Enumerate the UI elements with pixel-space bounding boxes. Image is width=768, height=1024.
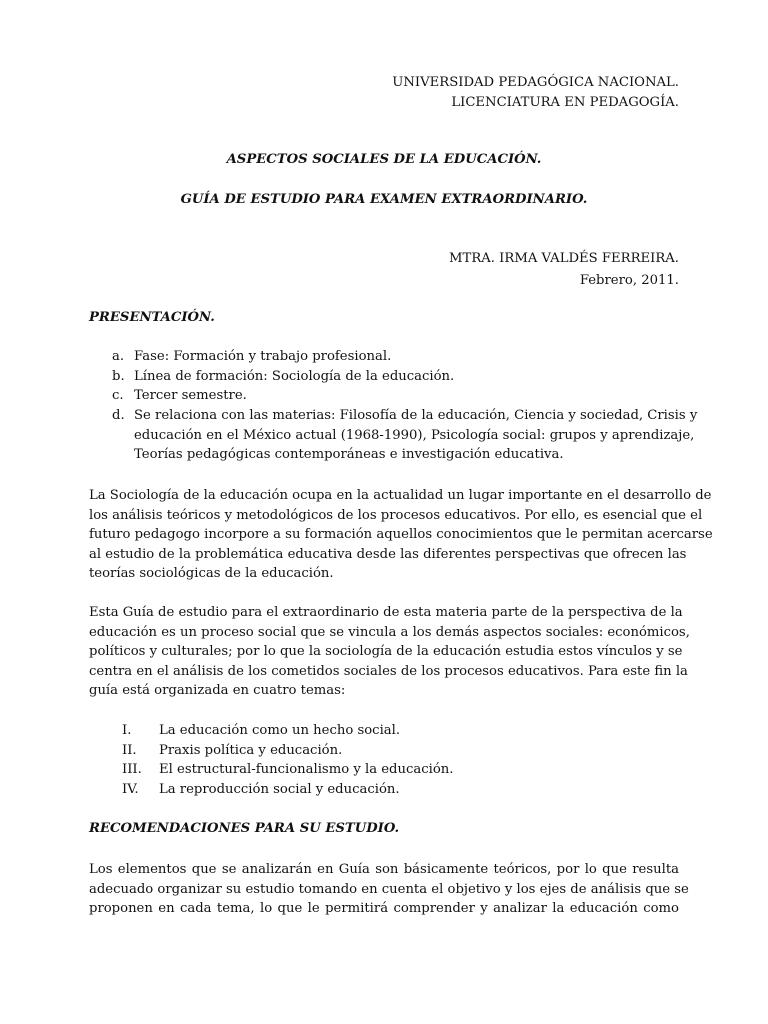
text-line: Teorías pedagógicas contemporáneas e investigación educativa.: [134, 447, 564, 463]
recomendaciones-heading: RECOMENDACIONES PARA SU ESTUDIO.: [89, 821, 400, 836]
list-item: Línea de formación: Sociología de la educación.: [134, 369, 455, 384]
text-line: educación es un proceso social que se vincula a los demás aspectos sociales: económicos,: [89, 624, 690, 640]
list-item: Tercer semestre.: [134, 388, 247, 403]
list-item: La reproducción social y educación.: [159, 782, 400, 797]
list-marker: IV.: [122, 782, 139, 797]
text-line: La Sociología de la educación ocupa en la actualidad un lugar importante en el desarrollo de: [89, 488, 712, 503]
program-name: LICENCIATURA EN PEDAGOGÍA.: [451, 95, 679, 110]
text-line: Esta Guía de estudio para el extraordinario de esta materia parte de la perspectiva de la: [89, 605, 683, 620]
text-line: los análisis teóricos y metodológicos de los procesos educativos. Por ello, es esencial que el: [89, 507, 703, 523]
text-line: teorías sociológicas de la educación.: [89, 566, 334, 582]
document-date: Febrero, 2011.: [579, 273, 679, 288]
text-line: futuro pedagogo incorpore a su formación aquellos conocimientos que le permitan acercarse: [89, 527, 713, 543]
text-line: adecuado organizar su estudio tomando en cuenta el objetivo y los ejes de análisis que se: [89, 881, 689, 897]
list-item: Fase: Formación y trabajo profesional.: [134, 349, 392, 364]
list-item: El estructural-funcionalismo y la educación.: [159, 762, 454, 777]
guide-paragraph: [89, 603, 690, 701]
list-item: La educación como un hecho social.: [159, 723, 401, 738]
text-line: guía está organizada en cuatro temas:: [89, 683, 346, 699]
list-marker: d.: [112, 408, 125, 423]
list-marker: I.: [122, 723, 132, 738]
university-name: UNIVERSIDAD PEDAGÓGICA NACIONAL.: [392, 75, 679, 90]
text-line: centra en el análisis de los cometidos sociales de los procesos educativos. Para este fin la: [89, 663, 688, 679]
text-line: educación en el México actual (1968-1990), Psicología social: grupos y aprendizaje,: [134, 427, 695, 443]
list-item: Praxis política y educación.: [159, 743, 343, 758]
text-line: proponen en cada tema, lo que le permitirá comprender y analizar la educación como: [89, 901, 679, 917]
presentacion-heading: PRESENTACIÓN.: [89, 310, 215, 325]
list-item-multiline: [134, 406, 698, 465]
course-title: ASPECTOS SOCIALES DE LA EDUCACIÓN.: [226, 152, 542, 167]
list-marker: b.: [112, 369, 125, 384]
guide-title: GUÍA DE ESTUDIO PARA EXAMEN EXTRAORDINARIO.: [180, 192, 588, 207]
author-name: MTRA. IRMA VALDÉS FERREIRA.: [449, 251, 679, 266]
list-marker: III.: [122, 762, 142, 777]
list-marker: II.: [122, 743, 137, 758]
text-line: Se relaciona con las materias: Filosofía de la educación, Ciencia y sociedad, Crisis y: [134, 408, 698, 423]
list-marker: a.: [112, 349, 125, 364]
list-marker: c.: [112, 388, 124, 403]
recomendaciones-paragraph: [89, 860, 689, 919]
text-line: políticos y culturales; por lo que la sociología de la educación estudia estos vínculos y se: [89, 644, 683, 660]
intro-paragraph: [89, 486, 713, 584]
text-line: al estudio de la problemática educativa desde las diferentes perspectivas que ofrecen las: [89, 546, 687, 562]
text-line: Los elementos que se analizarán en Guía son básicamente teóricos, por lo que resulta: [89, 862, 679, 877]
